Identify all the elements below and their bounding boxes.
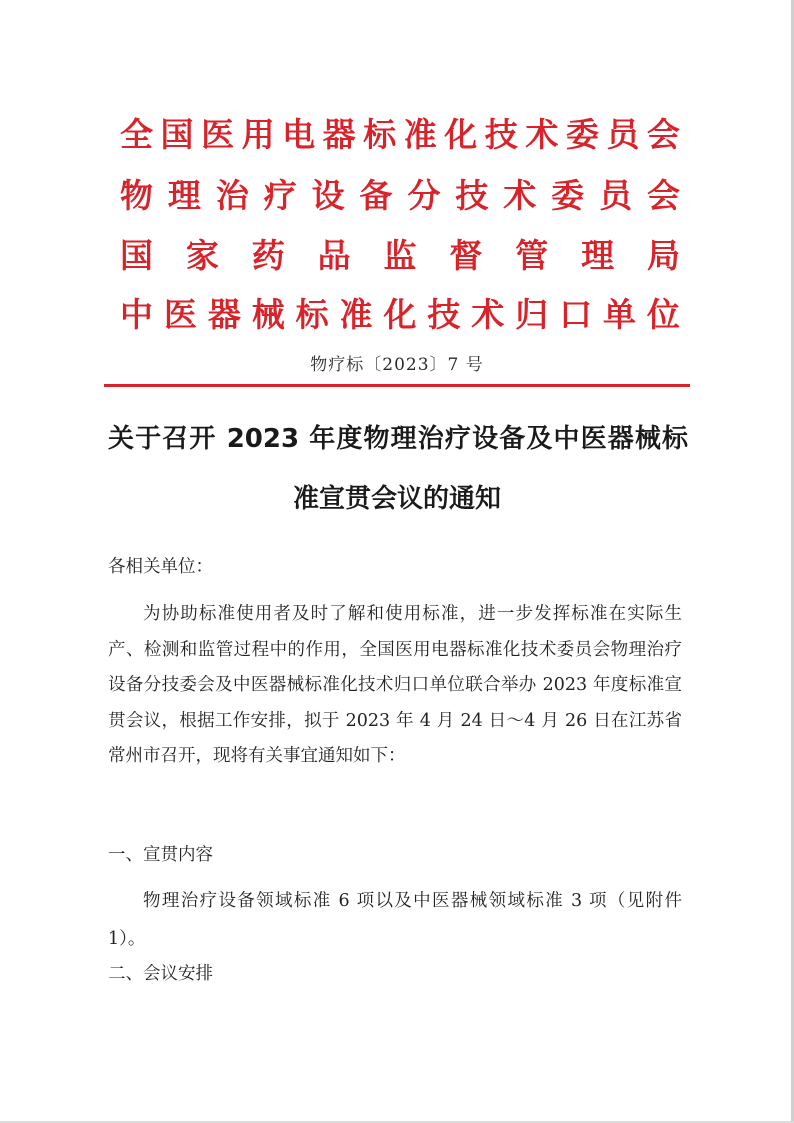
header-char: 医 bbox=[163, 295, 197, 334]
header-char: 器 bbox=[322, 115, 356, 154]
intro-paragraph: 为协助标准使用者及时了解和使用标准，进一步发挥标准在实际生产、检测和监管过程中的作用，全国医用电器标准化技术委员会物理治疗设备分技委会及中医器械标准化技术归口单位联合举办 2023 年度标准宣贯会议，根据工作安排，拟于 2023 年 4 月 24 日～4 月 26 日在江苏省常州市召开，现将有关事宜通知如下： bbox=[108, 604, 682, 766]
header-char: 技 bbox=[455, 176, 489, 215]
header-char: 标 bbox=[363, 115, 397, 154]
header-char: 分 bbox=[407, 176, 441, 215]
document-number: 物疗标〔2023〕7 号 bbox=[310, 355, 484, 375]
header-char: 督 bbox=[449, 236, 483, 275]
header-line-tcm-unit bbox=[120, 289, 680, 341]
header-char: 准 bbox=[403, 115, 437, 154]
header-line-subcommittee bbox=[120, 170, 680, 222]
header-char: 术 bbox=[525, 115, 559, 154]
header-line-committee bbox=[120, 109, 680, 161]
header-char: 技 bbox=[427, 295, 461, 334]
header-char: 设 bbox=[311, 176, 345, 215]
header-char: 口 bbox=[559, 295, 593, 334]
section-heading-1: 一、宣贯内容 bbox=[108, 845, 213, 865]
header-char: 品 bbox=[317, 236, 351, 275]
header-char: 委 bbox=[551, 176, 585, 215]
header-char: 电 bbox=[282, 115, 316, 154]
header-char: 家 bbox=[185, 236, 219, 275]
header-char: 理 bbox=[581, 236, 615, 275]
header-char: 技 bbox=[484, 115, 518, 154]
header-char: 医 bbox=[201, 115, 235, 154]
header-char: 会 bbox=[646, 176, 680, 215]
section-heading-2: 二、会议安排 bbox=[108, 964, 213, 984]
header-char: 管 bbox=[515, 236, 549, 275]
red-divider bbox=[104, 384, 690, 387]
header-char: 中 bbox=[120, 295, 153, 334]
header-char: 标 bbox=[295, 295, 329, 334]
header-char: 国 bbox=[120, 236, 153, 275]
header-char: 员 bbox=[606, 115, 640, 154]
header-char: 化 bbox=[383, 295, 417, 334]
header-char: 治 bbox=[215, 176, 249, 215]
header-char: 单 bbox=[602, 295, 636, 334]
header-char: 器 bbox=[207, 295, 241, 334]
salutation: 各相关单位： bbox=[108, 557, 213, 577]
header-char: 物 bbox=[120, 176, 153, 215]
header-char: 员 bbox=[599, 176, 633, 215]
header-char: 位 bbox=[646, 295, 680, 334]
header-char: 会 bbox=[646, 115, 680, 154]
header-char: 药 bbox=[251, 236, 285, 275]
header-char: 准 bbox=[339, 295, 373, 334]
header-char: 术 bbox=[503, 176, 537, 215]
header-char: 国 bbox=[160, 115, 194, 154]
header-char: 术 bbox=[471, 295, 505, 334]
header-char: 用 bbox=[241, 115, 275, 154]
header-char: 全 bbox=[120, 115, 153, 154]
notice-title-line1: 关于召开 2023 年度物理治疗设备及中医器械标 bbox=[108, 424, 688, 454]
header-char: 械 bbox=[251, 295, 285, 334]
header-char: 监 bbox=[383, 236, 417, 275]
header-char: 理 bbox=[167, 176, 201, 215]
header-char: 备 bbox=[359, 176, 393, 215]
header-char: 归 bbox=[515, 295, 549, 334]
header-char: 疗 bbox=[263, 176, 297, 215]
header-char: 委 bbox=[565, 115, 599, 154]
header-line-nmpa bbox=[120, 230, 680, 282]
header-char: 化 bbox=[444, 115, 478, 154]
section-1-text: 物理治疗设备领域标准 6 项以及中医器械领域标准 3 项（见附件 1）。 bbox=[108, 891, 682, 949]
header-char: 局 bbox=[647, 236, 680, 275]
notice-title-line2: 准宣贯会议的通知 bbox=[292, 484, 501, 514]
